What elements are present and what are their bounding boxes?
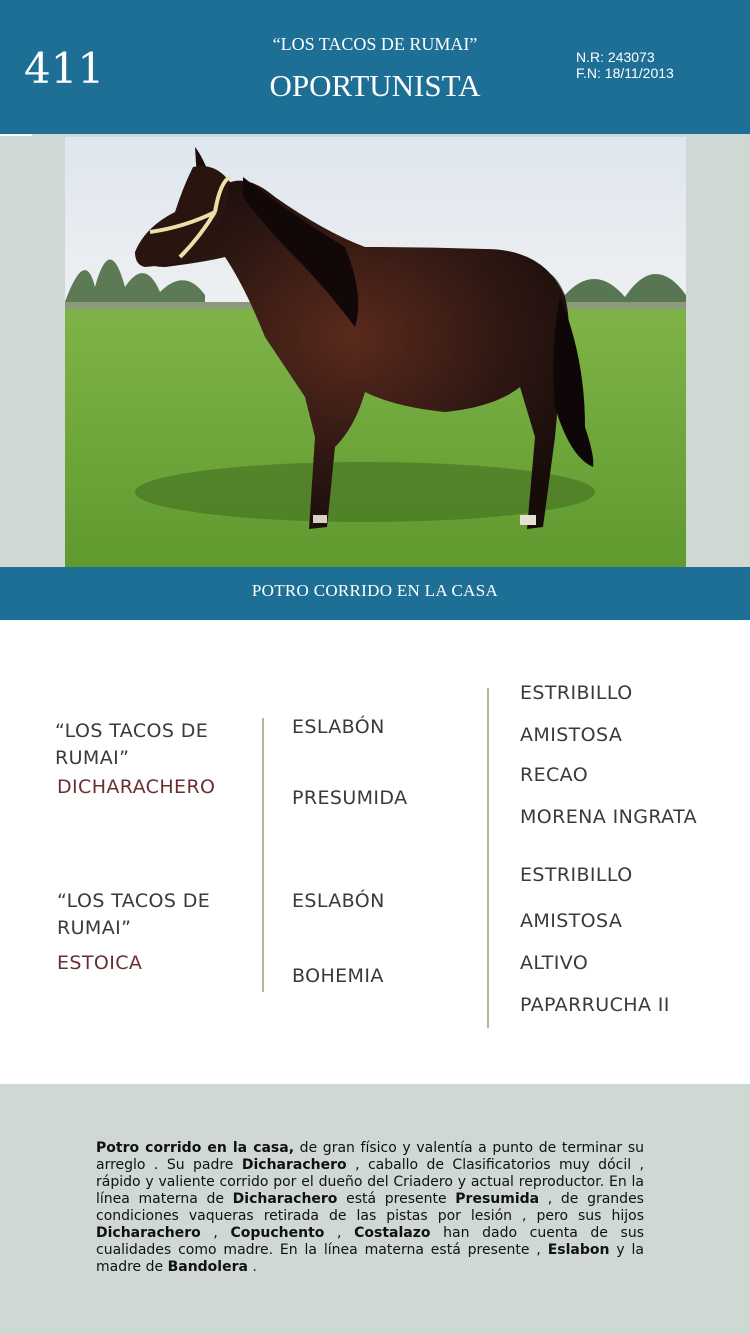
header-bar: [0, 0, 750, 134]
description-text: [96, 1140, 644, 1276]
caption-bar: [0, 567, 750, 620]
desc-text: .: [247, 1259, 257, 1275]
desc-text: , caballo de Clasificatorios muy dócil , rápido y valiente corrido por el dueño del Criadero y actual reproductor. En la línea materna de: [96, 1157, 645, 1207]
registration-info: [576, 49, 674, 81]
desc-text: está presente: [337, 1191, 456, 1207]
g3-item: MORENA INGRATA: [520, 806, 698, 828]
photo-caption: POTRO CORRIDO EN LA CASA: [251, 581, 499, 600]
desc-bold: Potro corrido en la casa,: [96, 1140, 295, 1156]
dam-name: ESTOICA: [57, 952, 143, 974]
desc-text: de gran físico y valentía a punto de terminar su arreglo . Su padre: [96, 1140, 644, 1173]
desc-text: y la madre de: [96, 1242, 644, 1275]
dam-sire: ESLABÓN: [292, 890, 385, 912]
desc-bold: Dicharachero: [232, 1191, 338, 1207]
desc-bold: Presumida: [455, 1191, 540, 1207]
sire-breeder: “LOS TACOS DE RUMAI”: [55, 720, 209, 769]
desc-text: ,: [200, 1225, 231, 1241]
accent-line: [0, 134, 32, 136]
g3-item: ALTIVO: [520, 952, 589, 974]
desc-bold: Costalazo: [354, 1225, 431, 1241]
desc-bold: Bandolera: [167, 1259, 248, 1275]
desc-text: han dado cuenta de sus cualidades como madre. En la línea materna está presente ,: [96, 1225, 644, 1258]
g3-item: ESTRIBILLO: [520, 682, 633, 704]
sire-sire: ESLABÓN: [292, 716, 385, 738]
g3-item: AMISTOSA: [520, 724, 623, 746]
registration-number: N.R: 243073: [576, 49, 655, 65]
desc-bold: Dicharachero: [241, 1157, 347, 1173]
sire-dam: PRESUMIDA: [292, 787, 408, 809]
sire-name: DICHARACHERO: [57, 776, 216, 798]
desc-bold: Eslabon: [547, 1242, 610, 1258]
desc-text: , de grandes condiciones vaqueras retirada de las pistas por lesión , pero sus hijos: [96, 1191, 644, 1224]
desc-bold: Dicharachero: [96, 1225, 201, 1241]
dam-breeder: “LOS TACOS DE RUMAI”: [57, 890, 211, 939]
g3-item: ESTRIBILLO: [520, 864, 633, 886]
g3-item: AMISTOSA: [520, 910, 623, 932]
pedigree-divider-1: [262, 718, 264, 992]
g3-item: RECAO: [520, 764, 589, 786]
g3-item: PAPARRUCHA II: [520, 994, 670, 1016]
desc-bold: Copuchento: [230, 1225, 325, 1241]
horse-photo: [65, 137, 686, 568]
pedigree-divider-2: [487, 688, 489, 1028]
horse-name: OPORTUNISTA: [269, 68, 481, 103]
lot-number: 411: [24, 44, 105, 93]
breeder-name: “LOS TACOS DE RUMAI”: [272, 34, 478, 54]
desc-text: ,: [324, 1225, 355, 1241]
birth-date: F.N: 18/11/2013: [576, 65, 674, 81]
dam-dam: BOHEMIA: [292, 965, 384, 987]
